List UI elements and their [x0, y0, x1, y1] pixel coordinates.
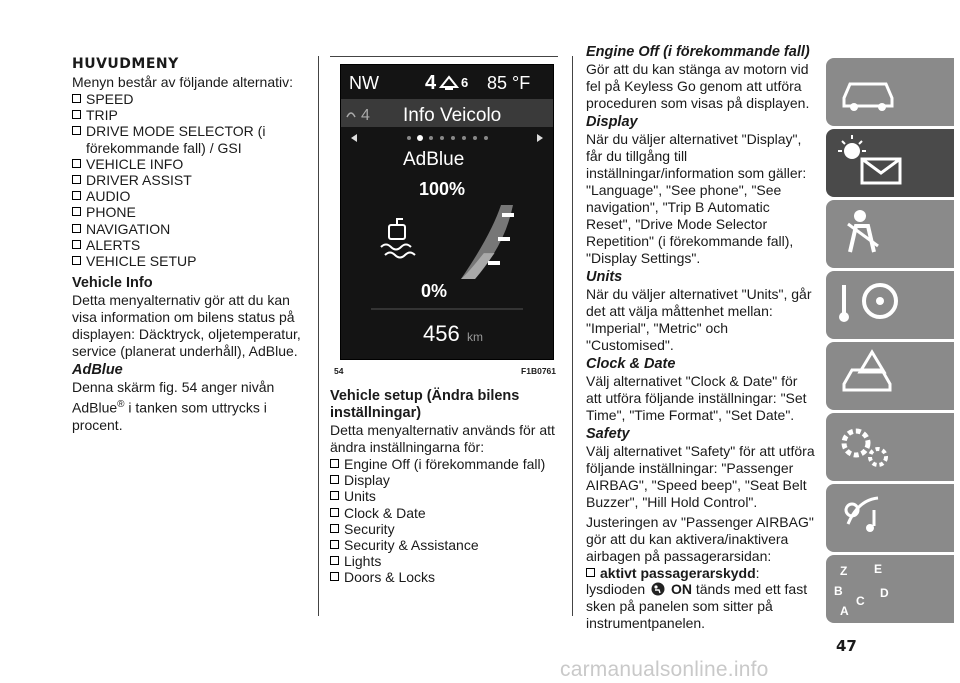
- engine-off-text: Gör att du kan stänga av motorn vid fel på Keyless Go genom att utföra proceduren som visas på displayen.: [586, 61, 810, 111]
- car-dashboard-icon: [826, 58, 954, 126]
- clock-date-title: Clock & Date: [586, 356, 676, 372]
- checkbox-bullet-icon: [72, 110, 81, 119]
- list-item: [72, 204, 302, 220]
- svg-text:C: C: [856, 594, 865, 608]
- previous-index: 4: [361, 107, 370, 124]
- emergency-icon: [826, 342, 954, 410]
- list-item-label: Units: [344, 488, 376, 505]
- column-3: [586, 44, 816, 632]
- list-item: [72, 253, 302, 269]
- main-menu-intro: Menyn består av följande alternativ:: [72, 74, 294, 90]
- page-dot: [451, 136, 455, 140]
- page-dot: [440, 136, 444, 140]
- list-item-label: PHONE: [86, 204, 136, 221]
- list-item: [72, 237, 302, 253]
- lamp-on: ON: [670, 581, 692, 598]
- watermark: carmanualsonline.info: [560, 658, 769, 681]
- checkbox-bullet-icon: [72, 224, 81, 233]
- page-dot: [417, 135, 423, 141]
- checkbox-bullet-icon: [330, 572, 339, 581]
- checkbox-bullet-icon: [72, 191, 81, 200]
- list-item-label: VEHICLE SETUP: [86, 253, 197, 270]
- cluster-display: [341, 65, 553, 359]
- list-item: [330, 488, 558, 504]
- checkbox-bullet-icon: [72, 207, 81, 216]
- list-item: [72, 156, 302, 172]
- list-item: [330, 456, 558, 472]
- checkbox-bullet-icon: [72, 240, 81, 249]
- list-item-label: SPEED: [86, 91, 134, 107]
- display-title: Display: [586, 114, 638, 130]
- gear-sub-readout: 6: [461, 75, 469, 90]
- safety-title: Safety: [586, 426, 630, 442]
- list-item-label: ALERTS: [86, 236, 141, 253]
- vehicle-setup-title: Vehicle setup (Ändra bilens inställningar): [330, 388, 520, 421]
- list-item-label: DRIVE MODE SELECTOR (i förekommande fall) / GSI: [86, 123, 266, 156]
- page-dot: [473, 136, 477, 140]
- compass-readout: NW: [349, 73, 379, 93]
- page-dot: [462, 136, 466, 140]
- lamp-post: tänds med ett fast sken på panelen som sitter på instrumentpanelen.: [586, 581, 808, 632]
- list-item: [330, 505, 558, 521]
- display-text: När du väljer alternativet "Display", får du tillgång till inställningar/information som gäller: "Language", "See phone", "See navigation", "Trip B Automatic Reset", "Drive Mode Selector Repetition" (i förekommande fall), "Display Settings".: [586, 131, 807, 266]
- multimedia-icon: [826, 484, 954, 552]
- checkbox-bullet-icon: [72, 175, 81, 184]
- list-item: [72, 123, 302, 155]
- lamp-text: [586, 581, 816, 632]
- list-item: [330, 553, 558, 569]
- main-menu-heading: HUVUDMENY: [72, 56, 179, 72]
- figure-caption: [334, 366, 556, 376]
- tab-multimedia[interactable]: [826, 484, 954, 552]
- tab-starting-driving[interactable]: [826, 271, 954, 339]
- list-item: [330, 537, 558, 553]
- ecodrive-icon: [441, 77, 457, 89]
- figure-code: F1B0761: [521, 366, 556, 376]
- list-item-label: Engine Off (i förekommande fall): [344, 456, 546, 472]
- main-menu-list: [72, 91, 302, 269]
- airbag-list: [586, 565, 816, 581]
- tab-maintenance[interactable]: [826, 413, 954, 481]
- airbag-colon: :: [755, 565, 760, 581]
- vehicle-setup-text: Detta menyalternativ används för att ändra inställningarna för:: [330, 422, 555, 455]
- checkbox-bullet-icon: [330, 459, 339, 468]
- page-dot: [429, 136, 433, 140]
- svg-text:E: E: [874, 562, 883, 576]
- checkbox-bullet-icon: [72, 256, 81, 265]
- checkbox-bullet-icon: [72, 94, 81, 103]
- vehicle-setup-list: [330, 456, 558, 586]
- level-top-label: 100%: [419, 179, 466, 199]
- list-item-label: AUDIO: [86, 188, 131, 205]
- list-item-label: VEHICLE INFO: [86, 155, 184, 172]
- units-title: Units: [586, 269, 623, 285]
- list-item: [330, 569, 558, 585]
- checkbox-bullet-icon: [330, 556, 339, 565]
- list-item-label: Lights: [344, 553, 382, 570]
- svg-text:A: A: [840, 604, 849, 618]
- index-icon: [826, 555, 954, 623]
- maintenance-icon: [826, 413, 954, 481]
- list-item: [72, 91, 302, 107]
- menu-title: Info Veicolo: [403, 105, 502, 126]
- list-item: [72, 107, 302, 123]
- registered-mark: ®: [117, 399, 125, 411]
- figure-number: 54: [334, 366, 344, 376]
- list-item-label: Security & Assistance: [344, 537, 479, 554]
- list-item: [330, 472, 558, 488]
- page-dots: [407, 135, 488, 141]
- list-item-label: Display: [344, 472, 390, 489]
- left-arrow-icon: [351, 134, 357, 142]
- adblue-text-part2: i tanken som uttrycks i procent.: [72, 399, 267, 433]
- checkbox-bullet-icon: [330, 491, 339, 500]
- list-item: [586, 565, 816, 581]
- adblue-text: [72, 379, 302, 434]
- tab-safety[interactable]: [826, 200, 954, 268]
- svg-text:D: D: [880, 586, 889, 600]
- level-bottom-label: 0%: [421, 281, 448, 301]
- list-item: [330, 521, 558, 537]
- airbag-text: Justeringen av "Passenger AIRBAG" gör att du kan aktivera/inaktivera airbagen på passagerarsidan:: [586, 514, 814, 564]
- display-figure: [340, 64, 554, 360]
- page-dot: [407, 136, 411, 140]
- list-item-label: Clock & Date: [344, 504, 426, 521]
- airbag-item: aktivt passagerarskydd: [600, 565, 756, 581]
- tab-warning-lights[interactable]: [826, 129, 954, 197]
- lamp-pre: lysdioden: [586, 581, 646, 598]
- safety-text: Välj alternativet "Safety" för att utföra följande inställningar: "Passenger AIRBAG", "Speed beep", "Seat Belt Buzzer", "Hill Hold Control".: [586, 443, 815, 510]
- column-1: [72, 56, 302, 434]
- page-number: 47: [836, 637, 857, 655]
- checkbox-bullet-icon: [330, 475, 339, 484]
- checkbox-bullet-icon: [330, 508, 339, 517]
- checkbox-bullet-icon: [330, 524, 339, 533]
- temperature-readout: 85 °F: [487, 73, 531, 93]
- list-item: [72, 221, 302, 237]
- passenger-airbag-icon: [649, 582, 667, 596]
- tab-emergency[interactable]: [826, 342, 954, 410]
- adblue-text-part1: Denna skärm fig. 54 anger nivån AdBlue: [72, 379, 275, 416]
- checkbox-bullet-icon: [72, 159, 81, 168]
- warning-lights-icon: [826, 129, 954, 197]
- right-arrow-icon: [537, 134, 543, 142]
- safety-icon: [826, 200, 954, 268]
- svg-text:Z: Z: [840, 564, 848, 578]
- range-unit: km: [467, 330, 483, 344]
- checkbox-bullet-icon: [72, 126, 81, 135]
- page-dot: [484, 136, 488, 140]
- column-divider: [318, 56, 319, 616]
- adblue-fluid-icon: [381, 219, 415, 258]
- column-2: [330, 56, 558, 586]
- list-item-label: DRIVER ASSIST: [86, 172, 192, 189]
- column-divider: [572, 56, 573, 616]
- gear-readout: 4: [425, 72, 437, 94]
- checkbox-bullet-icon: [330, 540, 339, 549]
- adblue-title: AdBlue: [72, 362, 123, 379]
- item-title: AdBlue: [403, 149, 465, 170]
- list-item-label: Security: [344, 520, 395, 537]
- starting-driving-icon: [826, 271, 954, 339]
- svg-text:B: B: [834, 584, 843, 598]
- engine-off-title: Engine Off (i förekommande fall): [586, 44, 810, 60]
- checkbox-bullet-icon: [586, 568, 595, 577]
- clock-date-text: Välj alternativet "Clock & Date" för att utföra följande inställningar: "Set Time", "Time Format", "Set Date".: [586, 373, 807, 423]
- units-text: När du väljer alternativet "Units", går det att välja måttenhet mellan: "Imperial", "Metric" och "Customised".: [586, 286, 812, 353]
- range-value: 456: [423, 321, 460, 346]
- vehicle-info-text: Detta menyalternativ gör att du kan visa information om bilens status på displayen: Däcktryck, oljetemperatur, service (planerat underhåll), AdBlue.: [72, 292, 301, 360]
- list-item-label: Doors & Locks: [344, 569, 436, 586]
- tab-index[interactable]: [826, 555, 954, 623]
- list-item-label: TRIP: [86, 107, 118, 124]
- list-item: [72, 188, 302, 204]
- list-item-label: NAVIGATION: [86, 220, 171, 237]
- tab-car-dashboard[interactable]: [826, 58, 954, 126]
- vehicle-info-title: Vehicle Info: [72, 275, 153, 292]
- list-item: [72, 172, 302, 188]
